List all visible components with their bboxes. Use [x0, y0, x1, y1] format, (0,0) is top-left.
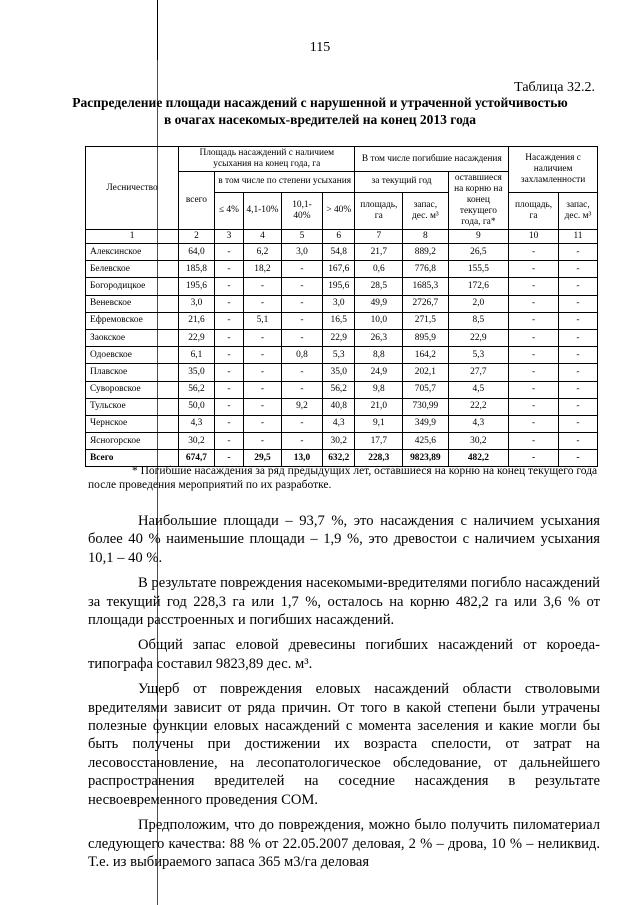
- table-cell: 28,5: [355, 278, 403, 295]
- table-cell: 22,9: [323, 329, 355, 346]
- table-cell: 9823,89: [403, 450, 448, 467]
- table-cell: 9,2: [281, 398, 322, 415]
- forestry-name: Тульское: [86, 398, 179, 415]
- table-cell: -: [281, 381, 322, 398]
- table-cell: -: [244, 415, 282, 432]
- table-cell: -: [244, 295, 282, 312]
- table-cell: 164,2: [403, 347, 448, 364]
- table-cell: 730,99: [403, 398, 448, 415]
- header-area: площадь, га: [355, 192, 403, 229]
- table-cell: -: [281, 364, 322, 381]
- table-cell: -: [281, 261, 322, 278]
- table-cell: -: [509, 398, 559, 415]
- table-cell: 4,3: [179, 415, 215, 432]
- table-cell: 21,6: [179, 312, 215, 329]
- paragraph: В результате повреждения насекомыми-вредителями погибло насаждений за текущий год 228,3 га или 1,7 %, осталось на корню 482,2 га или 3,6 % от площади расстроенных и погибших насаждений.: [88, 575, 600, 629]
- table-cell: 29,5: [244, 450, 282, 467]
- table-cell: -: [281, 295, 322, 312]
- table-cell: -: [509, 278, 559, 295]
- header-by-degree: в том числе по степени усыхания: [214, 172, 355, 193]
- table-cell: -: [214, 433, 243, 450]
- forestry-name: Всего: [86, 450, 179, 467]
- table-cell: 8,5: [448, 312, 509, 329]
- table-cell: 30,2: [179, 433, 215, 450]
- table-cell: -: [281, 433, 322, 450]
- table-cell: 54,8: [323, 244, 355, 261]
- forest-damage-table: [85, 146, 598, 467]
- table-cell: -: [558, 433, 597, 450]
- table-cell: -: [558, 278, 597, 295]
- table-cell: 50,0: [179, 398, 215, 415]
- table-cell: -: [214, 244, 243, 261]
- table-cell: -: [214, 312, 243, 329]
- header-stock: запас, дес. м³: [403, 192, 448, 229]
- table-row: [86, 329, 598, 346]
- table-row: [86, 244, 598, 261]
- table-cell: -: [509, 261, 559, 278]
- table-cell: 35,0: [323, 364, 355, 381]
- table-cell: 185,8: [179, 261, 215, 278]
- table-cell: 2726,7: [403, 295, 448, 312]
- header-dead-group: В том числе погибшие насаждения: [355, 147, 509, 172]
- table-cell: 4,3: [448, 415, 509, 432]
- table-cell: -: [558, 381, 597, 398]
- table-cell: 228,3: [355, 450, 403, 467]
- table-cell: -: [558, 244, 597, 261]
- table-cell: -: [509, 347, 559, 364]
- table-cell: -: [509, 364, 559, 381]
- table-cell: 10,0: [355, 312, 403, 329]
- forestry-name: Алексинское: [86, 244, 179, 261]
- forestry-name: Плавское: [86, 364, 179, 381]
- table-cell: -: [214, 381, 243, 398]
- table-cell: 2,0: [448, 295, 509, 312]
- table-cell: 482,2: [448, 450, 509, 467]
- header-degree-4: > 40%: [323, 192, 355, 229]
- table-cell: 889,2: [403, 244, 448, 261]
- table-cell: -: [558, 261, 597, 278]
- table-cell: 705,7: [403, 381, 448, 398]
- header-remaining: оставшиеся на корню на конец текущего года, га*: [448, 172, 509, 230]
- table-cell: 16,5: [323, 312, 355, 329]
- table-cell: 49,9: [355, 295, 403, 312]
- col-number: 4: [244, 230, 282, 244]
- col-number: 7: [355, 230, 403, 244]
- table-cell: -: [558, 329, 597, 346]
- table-row: [86, 295, 598, 312]
- table-cell: -: [509, 244, 559, 261]
- table-cell: -: [244, 329, 282, 346]
- table-cell: 6,2: [244, 244, 282, 261]
- table-cell: -: [509, 433, 559, 450]
- table-cell: -: [214, 364, 243, 381]
- table-row: [86, 398, 598, 415]
- body-text: [88, 512, 600, 878]
- table-cell: 56,2: [179, 381, 215, 398]
- table-row: [86, 278, 598, 295]
- table-cell: -: [509, 329, 559, 346]
- table-cell: -: [558, 364, 597, 381]
- forestry-name: Богородицкое: [86, 278, 179, 295]
- table-cell: 349,9: [403, 415, 448, 432]
- table-cell: 21,0: [355, 398, 403, 415]
- col-number: 1: [86, 230, 179, 244]
- header-degree-1: ≤ 4%: [214, 192, 243, 229]
- paragraph: Общий запас еловой древесины погибших насаждений от короеда-типографа составил 9823,89 дес. м³.: [88, 637, 600, 672]
- col-number: 5: [281, 230, 322, 244]
- forestry-name: Веневское: [86, 295, 179, 312]
- table-cell: 776,8: [403, 261, 448, 278]
- table-cell: -: [214, 415, 243, 432]
- table-cell: 4,3: [323, 415, 355, 432]
- table-cell: 155,5: [448, 261, 509, 278]
- forestry-name: Ефремовское: [86, 312, 179, 329]
- col-number: 3: [214, 230, 243, 244]
- table-cell: 8,8: [355, 347, 403, 364]
- table-cell: 17,7: [355, 433, 403, 450]
- column-number-row: [86, 230, 598, 244]
- table-cell: 895,9: [403, 329, 448, 346]
- table-cell: -: [558, 398, 597, 415]
- table-cell: 64,0: [179, 244, 215, 261]
- table-row: [86, 347, 598, 364]
- table-cell: 40,8: [323, 398, 355, 415]
- table-cell: 22,9: [448, 329, 509, 346]
- table-cell: 271,5: [403, 312, 448, 329]
- header-total: всего: [179, 172, 215, 230]
- table-cell: -: [244, 433, 282, 450]
- table-label: Таблица 32.2.: [514, 80, 595, 95]
- table-cell: -: [509, 381, 559, 398]
- table-cell: 26,5: [448, 244, 509, 261]
- table-cell: 22,2: [448, 398, 509, 415]
- paragraph: Предположим, что до повреждения, можно было получить пиломатериал следующего качества: 88 % от 22.05.2007 деловая, 2 % – дрова, 10 % – неликвид. Т.е. из выбираемого запаса 365 м3/га деловая: [88, 817, 600, 870]
- table-cell: -: [214, 261, 243, 278]
- table-cell: -: [558, 450, 597, 467]
- table-cell: 27,7: [448, 364, 509, 381]
- header-current-year: за текущий год: [355, 172, 448, 193]
- forestry-name: Белевское: [86, 261, 179, 278]
- table-cell: -: [281, 415, 322, 432]
- table-cell: 56,2: [323, 381, 355, 398]
- table-cell: -: [244, 347, 282, 364]
- paragraph: Ущерб от повреждения еловых насаждений области стволовыми вредителями зависит от ряда причин. От того в какой степени были утрачены полезные функции еловых насаждений с момента заселения и какие могли бы быть получены при достижении их возраста спелости, от затрат на лесовосстановление, на лесопатологическое обследование, от дальнейшего распространения вредителей на соседние насаждения в результате несвоевременного проведения СОМ.: [88, 681, 600, 808]
- header-drying-group: Площадь насаждений с наличием усыхания на конец года, га: [179, 147, 355, 172]
- table-cell: -: [214, 278, 243, 295]
- table-cell: -: [558, 295, 597, 312]
- table-row: [86, 312, 598, 329]
- table-cell: 5,3: [323, 347, 355, 364]
- table-cell: 632,2: [323, 450, 355, 467]
- table-cell: 13,0: [281, 450, 322, 467]
- page-number: 115: [309, 40, 331, 55]
- table-cell: 21,7: [355, 244, 403, 261]
- col-number: 11: [558, 230, 597, 244]
- header-degree-3: 10,1-40%: [281, 192, 322, 229]
- table-cell: 425,6: [403, 433, 448, 450]
- table-cell: 195,6: [179, 278, 215, 295]
- table-cell: -: [214, 329, 243, 346]
- forestry-name: Ясногорское: [86, 433, 179, 450]
- table-cell: -: [281, 278, 322, 295]
- table-cell: -: [558, 312, 597, 329]
- col-number: 8: [403, 230, 448, 244]
- table-cell: 24,9: [355, 364, 403, 381]
- table-cell: 4,5: [448, 381, 509, 398]
- table-cell: -: [281, 329, 322, 346]
- table-cell: 9,1: [355, 415, 403, 432]
- table-cell: 674,7: [179, 450, 215, 467]
- forestry-name: Суворовское: [86, 381, 179, 398]
- table-cell: 3,0: [179, 295, 215, 312]
- table-cell: 172,6: [448, 278, 509, 295]
- col-number: 10: [509, 230, 559, 244]
- col-number: 9: [448, 230, 509, 244]
- table-cell: -: [214, 450, 243, 467]
- table-cell: -: [509, 295, 559, 312]
- table-cell: -: [244, 398, 282, 415]
- table-cell: 0,8: [281, 347, 322, 364]
- table-cell: -: [558, 415, 597, 432]
- table-cell: -: [558, 347, 597, 364]
- header-clutter-group: Насаждения с наличием захламленности: [509, 147, 598, 193]
- table-cell: 1685,3: [403, 278, 448, 295]
- paragraph: Наибольшие площади – 93,7 %, это насаждения с наличием усыхания более 40 % наименьшие площади – 1,9 %, это древостои с наличием усыхания 10,1 – 40 %.: [88, 513, 600, 566]
- header-area-2: площадь, га: [509, 192, 559, 229]
- forestry-name: Заокское: [86, 329, 179, 346]
- header-forestry: Лесничество: [86, 147, 179, 230]
- table-row: [86, 433, 598, 450]
- table-cell: 167,6: [323, 261, 355, 278]
- table-cell: -: [214, 398, 243, 415]
- col-number: 2: [179, 230, 215, 244]
- table-cell: 5,3: [448, 347, 509, 364]
- table-cell: 3,0: [323, 295, 355, 312]
- table-title: Распределение площади насаждений с нарушенной и утраченной устойчивостью в очагах насекомых-вредителей на конец 2013 года: [72, 95, 568, 127]
- header-degree-2: 4,1-10%: [244, 192, 282, 229]
- table-cell: -: [244, 381, 282, 398]
- table-cell: 202,1: [403, 364, 448, 381]
- table-cell: 30,2: [323, 433, 355, 450]
- table-row: [86, 415, 598, 432]
- table-cell: -: [244, 364, 282, 381]
- table-cell: 6,1: [179, 347, 215, 364]
- table-cell: 30,2: [448, 433, 509, 450]
- table-cell: 195,6: [323, 278, 355, 295]
- table-cell: 0,6: [355, 261, 403, 278]
- header-stock-2: запас, дес. м³: [558, 192, 597, 229]
- table-cell: 35,0: [179, 364, 215, 381]
- table-cell: 5,1: [244, 312, 282, 329]
- table-cell: 18,2: [244, 261, 282, 278]
- table-cell: 9,8: [355, 381, 403, 398]
- table-cell: -: [214, 347, 243, 364]
- col-number: 6: [323, 230, 355, 244]
- forestry-name: Чернское: [86, 415, 179, 432]
- table-cell: -: [509, 312, 559, 329]
- table-cell: 3,0: [281, 244, 322, 261]
- table-cell: -: [509, 450, 559, 467]
- table-row: [86, 261, 598, 278]
- table-cell: -: [244, 278, 282, 295]
- table-cell: -: [281, 312, 322, 329]
- table-footnote: * Погибшие насаждения за ряд предыдущих лет, оставшиеся на корню на конец текущего года после проведения мероприятий по их разработке.: [88, 465, 598, 491]
- forestry-name: Одоевское: [86, 347, 179, 364]
- table-row: [86, 364, 598, 381]
- table-cell: 22,9: [179, 329, 215, 346]
- table-cell: -: [214, 295, 243, 312]
- table-row: [86, 381, 598, 398]
- table-cell: 26,3: [355, 329, 403, 346]
- table-cell: -: [509, 415, 559, 432]
